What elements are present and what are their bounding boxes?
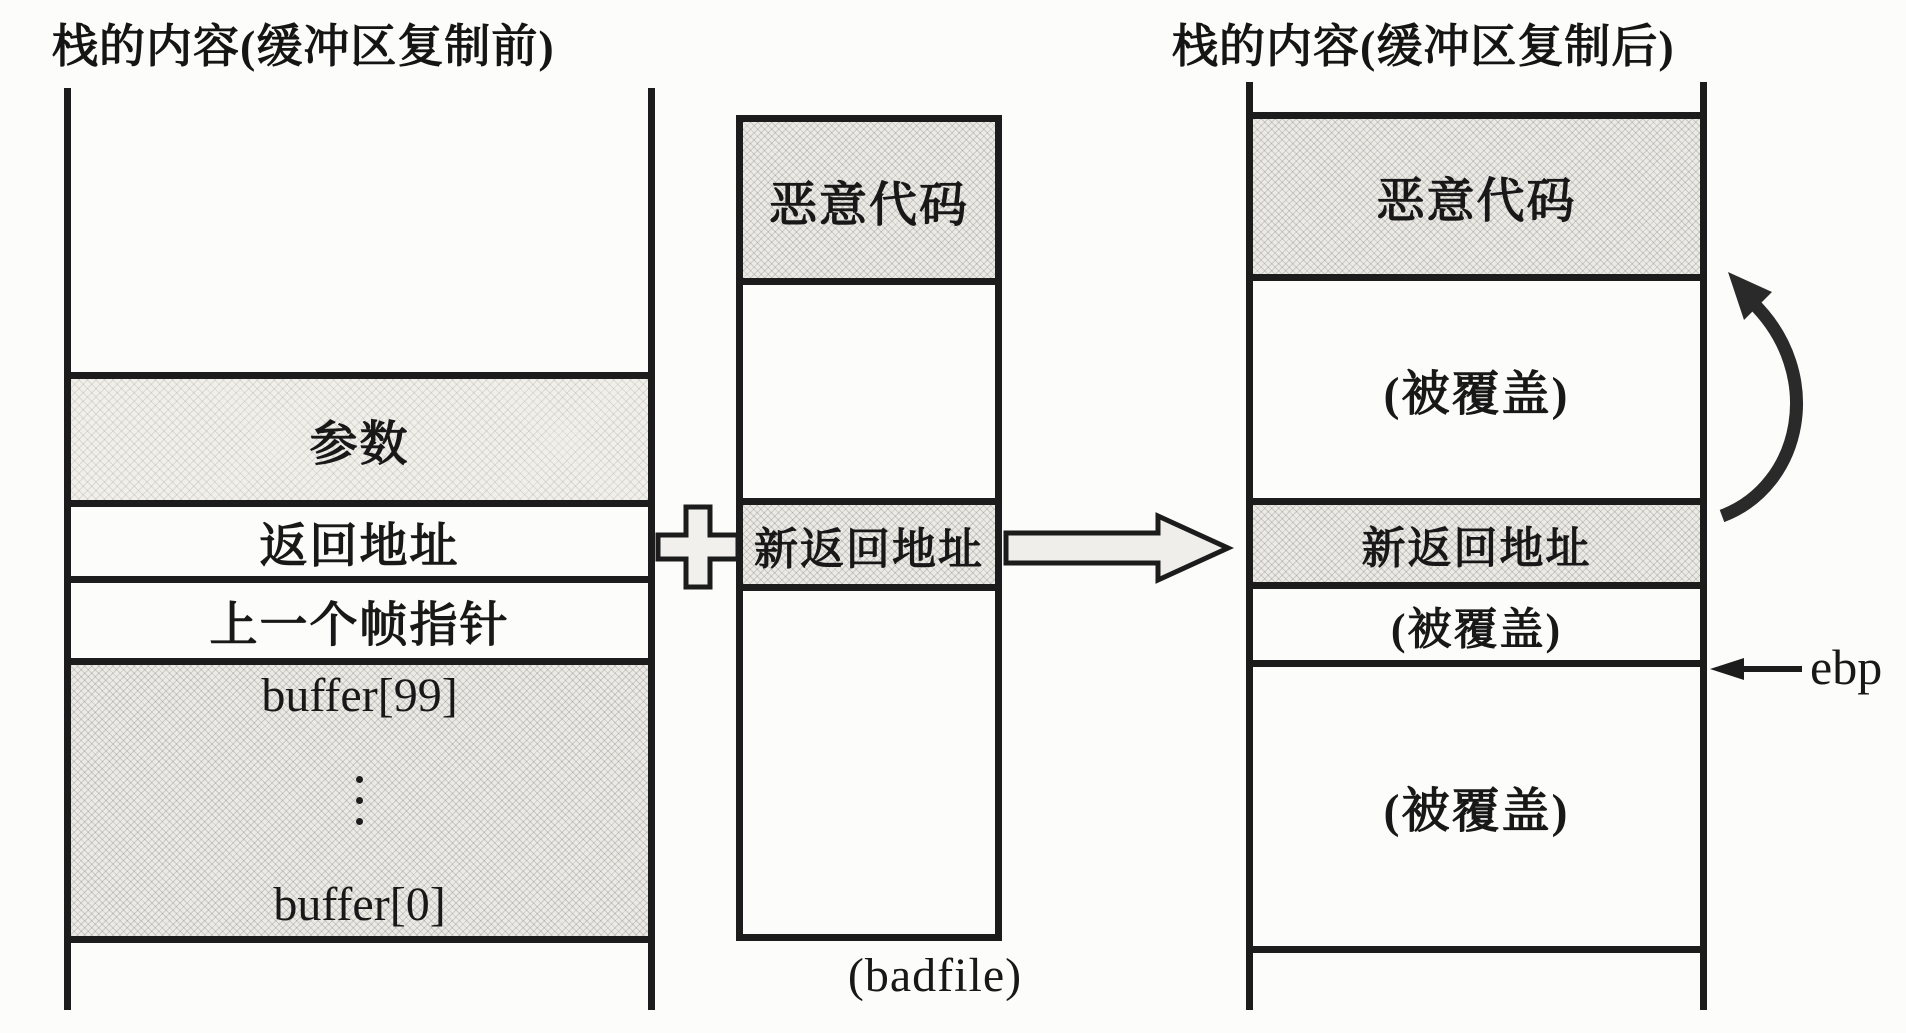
right-stack-left-rail	[1246, 82, 1253, 1010]
left-stack-band-prev-frame-pointer	[71, 583, 648, 658]
right-stack-band-overwritten-1	[1253, 281, 1700, 498]
malicious-code-label: 恶意代码	[1376, 175, 1577, 228]
overwritten-label: (被覆盖)	[1383, 368, 1570, 421]
right-stack-band-overwritten-2	[1253, 589, 1700, 660]
left-stack-right-rail	[648, 88, 655, 1010]
overwritten-label: (被覆盖)	[1383, 785, 1570, 838]
badfile-caption: (badfile)	[847, 949, 1023, 1002]
badfile-line-1	[743, 278, 995, 285]
new-return-address-label: 新返回地址	[1361, 523, 1592, 573]
buffer-top-label: buffer[99]	[261, 669, 458, 722]
left-stack-band-return-address	[71, 507, 648, 576]
right-stack-band-overwritten-3	[1253, 667, 1700, 946]
new-return-address-label: 新返回地址	[754, 524, 984, 574]
ellipsis-dot	[356, 797, 363, 804]
left-stack-line-frameptr-top	[64, 576, 655, 583]
left-stack-line-buffer-bottom	[64, 936, 655, 943]
left-stack-band-buffer	[71, 665, 648, 936]
ellipsis-dot	[356, 818, 363, 825]
badfile-line-3	[743, 584, 995, 591]
left-stack-line-params-top	[64, 372, 655, 379]
return-address-label: 返回地址	[259, 520, 460, 573]
malicious-code-label: 恶意代码	[768, 178, 969, 232]
curved-jump-arrow-icon	[1722, 272, 1796, 516]
params-label: 参数	[309, 418, 410, 471]
right-stack-line-3	[1246, 498, 1707, 505]
right-stack-band-malicious-code	[1253, 119, 1700, 274]
left-stack-band-params	[71, 379, 648, 500]
right-stack-title: 栈的内容(缓冲区复制后)	[1172, 21, 1675, 72]
badfile-line-2	[743, 498, 995, 505]
right-stack-right-rail	[1700, 82, 1707, 1010]
buffer-bottom-label: buffer[0]	[273, 877, 446, 931]
ebp-label: ebp	[1810, 639, 1883, 695]
right-block-arrow-icon	[1006, 516, 1228, 580]
badfile-band-malicious-code	[743, 122, 995, 278]
left-stack-line-return-top	[64, 500, 655, 507]
left-stack-line-buffer-top	[64, 658, 655, 665]
right-stack-band-new-return-address	[1253, 505, 1700, 582]
right-stack-line-6	[1246, 946, 1707, 953]
ebp-arrow-icon	[1710, 658, 1802, 680]
right-stack-line-1	[1246, 112, 1707, 119]
right-stack-line-2	[1246, 274, 1707, 281]
plus-icon	[658, 507, 738, 587]
vertical-ellipsis	[356, 776, 363, 825]
right-stack-line-5	[1246, 660, 1707, 667]
left-stack-title: 栈的内容(缓冲区复制前)	[52, 21, 555, 72]
overwritten-label: (被覆盖)	[1390, 604, 1563, 654]
prev-frame-pointer-label: 上一个帧指针	[209, 599, 510, 652]
right-stack-line-4	[1246, 582, 1707, 589]
ellipsis-dot	[356, 776, 363, 783]
badfile-band-new-return-address	[743, 505, 995, 584]
left-stack-left-rail	[64, 88, 71, 1010]
